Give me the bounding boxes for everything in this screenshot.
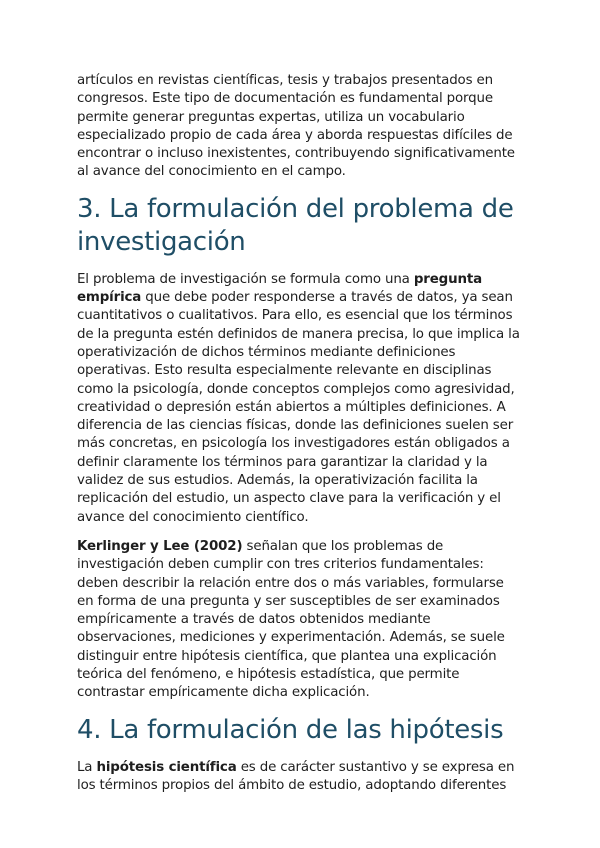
hypothesis-text-rest: es de carácter sustantivo y se expresa en los términos propios del ámbito de estudio, adoptando diferentes	[77, 759, 515, 793]
scientific-hypothesis-term: hipótesis científica	[96, 759, 237, 775]
kerlinger-text: señalan que los problemas de investigación deben cumplir con tres criterios fundamentales: deben describir la relación entre dos o más variables, formularse en forma de una pregunta y ser susceptibles de ser examinados empíricamente a través de datos obtenidos mediante observaciones, mediciones y experimentación. Además, se suele distinguir entre hipótesis científica, que plantea una explicación teórica del fenómeno, e hipótesis estadística, que permite contrastar empíricamente dicha explicación.	[77, 538, 505, 701]
problem-paragraph	[77, 271, 523, 527]
page-content	[77, 72, 523, 806]
section-4-heading: 4. La formulación de las hipótesis	[77, 714, 504, 745]
problem-text-start: El problema de investigación se formula como una	[77, 271, 414, 287]
hypothesis-paragraph	[77, 759, 523, 796]
kerlinger-citation: Kerlinger y Lee (2002)	[77, 538, 243, 554]
kerlinger-paragraph	[77, 538, 523, 703]
section-3-heading: 3. La formulación del problema de investigación	[77, 193, 514, 257]
problem-text-rest: que debe poder responderse a través de datos, ya sean cuantitativos o cualitativos. Para ello, es esencial que los términos de la pregunta estén definidos de manera precisa, lo que implica la operativización de dichos términos mediante definiciones operativas. Esto resulta especialmente relevante en disciplinas como la psicología, donde conceptos complejos como agresividad, creatividad o depresión están abiertos a múltiples definiciones. A diferencia de las ciencias físicas, donde las definiciones suelen ser más concretas, en psicología los investigadores están obligados a definir claramente los términos para garantizar la claridad y la validez de sus estudios. Además, la operativización facilita la replicación del estudio, un aspecto clave para la verificación y el avance del conocimiento científico.	[77, 290, 520, 525]
hypothesis-text-start: La	[77, 759, 97, 775]
intro-paragraph: artículos en revistas científicas, tesis y trabajos presentados en congresos. Este tipo de documentación es fundamental porque permite generar preguntas expertas, utiliza un vocabulario especializado propio de cada área y aborda respuestas difíciles de encontrar o incluso inexistentes, contribuyendo significativamente al avance del conocimiento en el campo.	[77, 73, 515, 180]
empirical-question-term: pregunta empírica	[77, 271, 483, 306]
